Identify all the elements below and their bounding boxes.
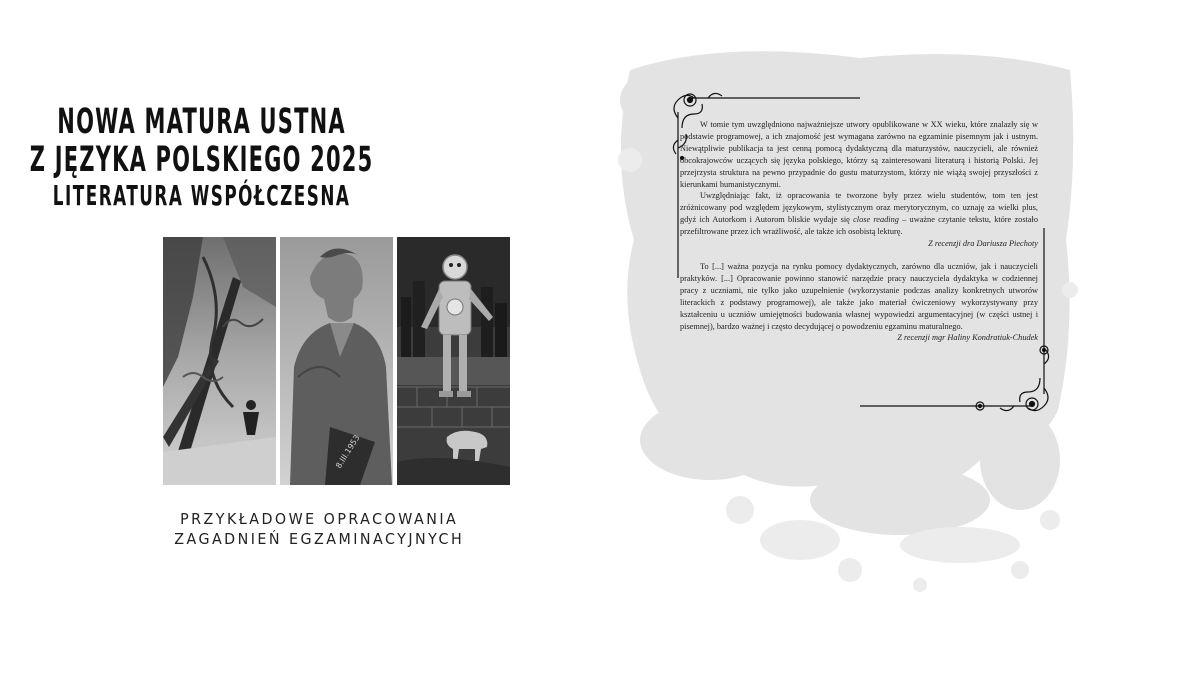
- review-paragraph-2: [680, 190, 1038, 238]
- review-paragraph-3: To [...] ważna pozycja na rynku pomocy dydaktycznych, zarówno dla uczniów, jak i nauczycieli praktyków. [...] Opracowanie powinno stanowić narzędzie pracy nauczyciela dydaktyka w codziennej pracy z uczniami, nie tylko jako uzupełnienie (wykorzystanie podczas analizy konkretnych utworów literackich z podstawy programowej), ale także jako materiał ćwiczeniowy wykorzystywany przy kształceniu u uczniów umiejętności budowania własnej wypowiedzi argumentacyjnej (w części ustnej i pisemnej), bardzo ważnej i często decydującej o powodzeniu egzaminu maturalnego.: [680, 261, 1038, 331]
- review-paragraph-1: W tomie tym uwzględniono najważniejsze utwory opublikowane w XX wieku, które znalazły się w podstawie programowej, a ich znajomość jest wymagana zarówno na egzaminie pisemnym jak i ustnym. Niewątpliwie publikacja ta jest cenną pomocą dydaktyczną dla maturzystów, nauczycieli, ale również obcokrajowców uczących się języka polskiego, którzy są zainteresowani literaturą i historią Polski. Jej przejrzysta struktura na pewno przypadnie do gustu maturzystom, którzy nie wiążą swojej przyszłości z kierunkami humanistycznymi.: [680, 120, 1038, 189]
- cover-subtitle-line-2: ZAGADNIEŃ EGZAMINACYJNYCH: [174, 530, 465, 548]
- woman-portrait-image: [280, 237, 393, 485]
- cover-subtitle-line-1: PRZYKŁADOWE OPRACOWANIA: [180, 510, 459, 528]
- cover-title-line-1: NOWA MATURA USTNA: [57, 102, 346, 142]
- review-signature-1: Z recenzji dra Dariusza Piechoty: [928, 239, 1038, 249]
- review-paragraph-2-text-end: – uważne czytanie tekstu, które zostało przefiltrowane przez ich wrażliwość, ale także ich osobistą lekturę.: [680, 215, 1038, 237]
- back-cover-blurb: [680, 119, 1038, 344]
- robot-city-image: [397, 237, 510, 485]
- review-paragraph-2-text: Uwzględniając fakt, iż opracowania te tworzone były przez wielu studentów, tom ten jest zróżnicowany pod względem językowym, stylistycznym oraz merytorycznym, co uznaję za wielki plus, gdyż ich Autorkom i Autorom bliskie wydaje się: [680, 191, 1038, 225]
- cover-title-line-2: Z JĘZYKA POLSKIEGO 2025: [29, 140, 374, 180]
- review-signature-2: Z recenzji mgr Haliny Kondratiuk-Chudek: [897, 333, 1038, 343]
- book-inscription: 8.III.1953: [334, 433, 362, 471]
- cover-title-line-3: LITERATURA WSPÓŁCZESNA: [52, 179, 351, 212]
- close-reading-italic: close reading: [853, 215, 899, 225]
- forest-war-scene-image: [163, 237, 276, 485]
